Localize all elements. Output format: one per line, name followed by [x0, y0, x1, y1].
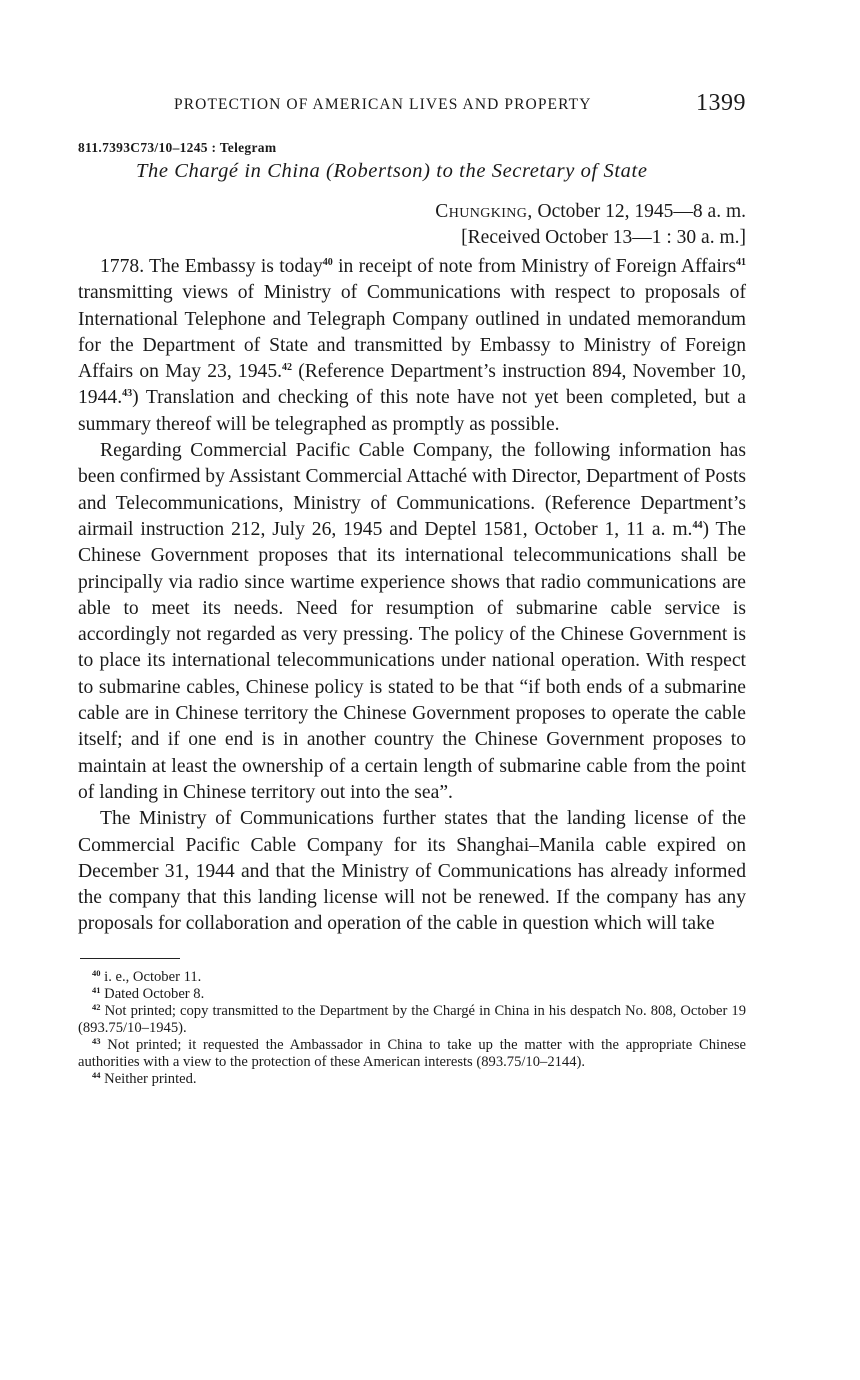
footnote-text: i. e., October 11. — [104, 968, 202, 985]
footnote-40 — [78, 969, 746, 986]
paragraph-text: in receipt of note from Ministry of Foreign Affairs — [332, 256, 736, 277]
paragraph-text: ) Translation and checking of this note have not yet been completed, but a summary thereof will be telegraphed as promptly as possible. — [78, 387, 746, 435]
file-reference: 811.7393C73/10–1245 : Telegram — [78, 140, 277, 155]
footnote-ref-40: 40 — [322, 257, 333, 268]
paragraph-text: ) The Chinese Government proposes that its international telecommunications shall be principally via radio since wartime experience shows that radio communications are able to meet its needs. Need for resumption of submarine cable service is accordingly not regarded as very pressing. The policy of the Chinese Government is to place its international telecommunications under national operation. With respect to submarine cables, Chinese policy is stated to be that “if both ends of a submarine cable are in Chinese territory the Chinese Government proposes to operate the cable itself; and if one end is in another country the Chinese Government proposes to maintain at least the ownership of a certain length of submarine cable from the point of landing in Chinese territory out into the sea”. — [78, 518, 746, 803]
running-title: PROTECTION OF AMERICAN LIVES AND PROPERTY — [174, 96, 592, 113]
paragraph-text: The Ministry of Communications further states that the landing license of the Commercial Pacific Cable Company for its Shanghai–Manila cable expired on December 31, 1944 and that the Ministry of Communications has already informed the company that this landing license will not be renewed. If the company has any proposals for collaboration and operation of the cable in question which will take — [78, 808, 746, 935]
footnote-ref-42: 42 — [282, 362, 293, 374]
dateline-date: October 12, 1945—8 a. m. — [532, 201, 746, 222]
footnote-41 — [78, 986, 746, 1003]
footnote-number: 43 — [92, 1035, 101, 1046]
footnote-text: Neither printed. — [104, 1070, 197, 1087]
footnote-number: 44 — [92, 1069, 101, 1080]
footnote-44 — [78, 1071, 746, 1088]
footnote-number: 42 — [92, 1001, 101, 1012]
footnotes — [78, 969, 746, 1088]
paragraph-1 — [78, 254, 746, 438]
footnote-number: 40 — [92, 967, 101, 978]
footnote-ref-41: 41 — [736, 257, 746, 268]
paragraph-text: (Reference Department’s instruction 894, November 10, 1944. — [78, 361, 746, 409]
dateline-received: [Received October 13—1 : 30 a. m.] — [461, 227, 746, 248]
footnote-43 — [78, 1037, 746, 1071]
dateline-sent — [78, 199, 746, 225]
footnote-text: Not printed; copy transmitted to the Department by the Chargé in China in his despatch No. 808, October 19 (893.75/10–1945). — [78, 1002, 746, 1036]
page-number: 1399 — [696, 90, 746, 116]
telegram-body — [78, 254, 746, 938]
dateline — [78, 199, 746, 251]
paragraph-2 — [78, 438, 746, 806]
document-title: The Chargé in China (Robertson) to the Secretary of State — [136, 160, 648, 182]
footnote-42 — [78, 1003, 746, 1037]
paragraph-text: Regarding Commercial Pacific Cable Company, the following information has been confirmed by Assistant Commercial Attaché with Director, Department of Posts and Telecommunications, Ministry of Communications. (Reference Department’s airmail instruction 212, July 26, 1945 and Deptel 1581, October 1, 11 a. m. — [78, 440, 746, 540]
footnote-text: Dated October 8. — [104, 985, 205, 1002]
footnote-ref-43: 43 — [122, 388, 133, 400]
footnote-number: 41 — [92, 984, 101, 995]
paragraph-text: transmitting views of Ministry of Communications with respect to proposals of International Telephone and Telegraph Company outlined in undated memorandum for the Department of State and transmitted by Embassy to Ministry of Foreign Affairs on May 23, 1945. — [78, 282, 746, 383]
paragraph-3 — [78, 806, 746, 937]
footnote-ref-44: 44 — [692, 519, 703, 531]
running-header — [78, 90, 746, 124]
paragraph-text: 1778. The Embassy is today — [100, 256, 323, 277]
dateline-place: Chungking, — [435, 201, 533, 222]
footnote-text: Not printed; it requested the Ambassador in China to take up the matter with the appropriate Chinese authorities with a view to the protection of these American interests (893.75/10–2144). — [78, 1036, 746, 1070]
document-page — [78, 90, 746, 1088]
footnote-divider — [80, 958, 180, 959]
